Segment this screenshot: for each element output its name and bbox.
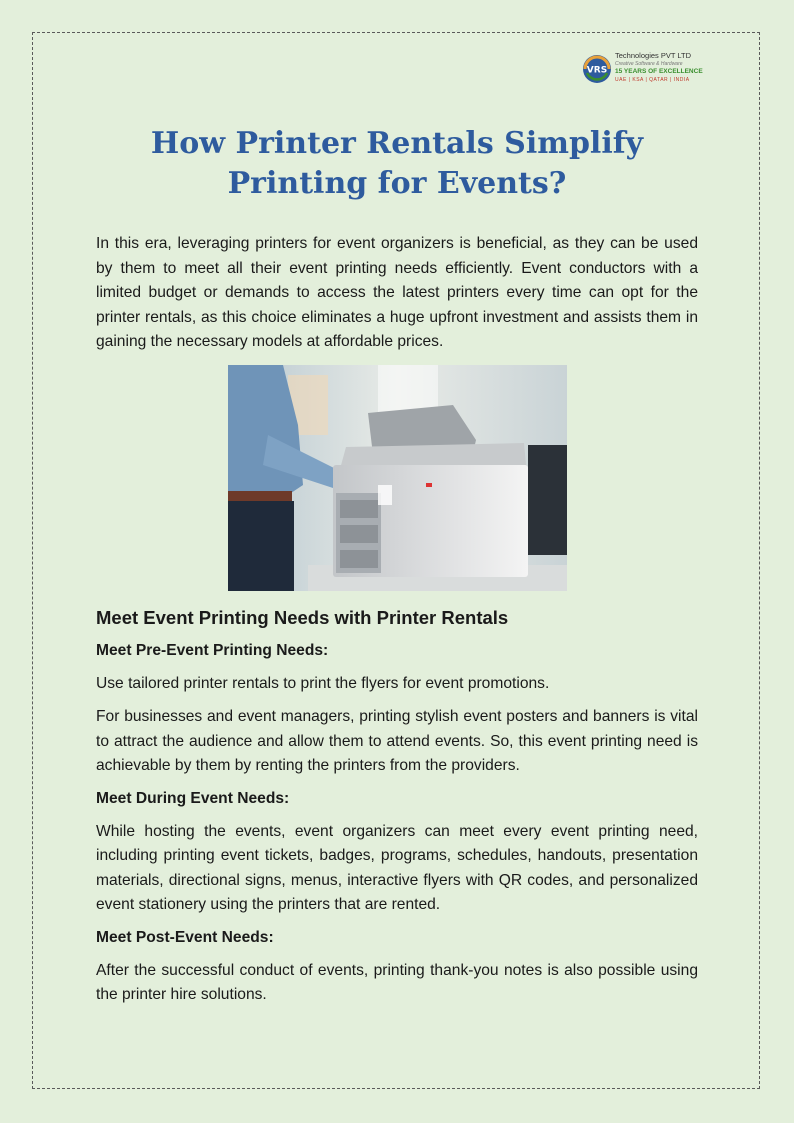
section-heading: Meet Event Printing Needs with Printer Rentals <box>96 606 509 628</box>
printer-photo <box>228 365 567 591</box>
pre-event-paragraph-2: For businesses and event managers, printing stylish event posters and banners is vital to attract the audience and allow them to attend events. So, this event printing need is achievable by them by renting the printers from the providers. <box>96 708 698 774</box>
logo-anniversary: 15 YEARS OF EXCELLENCE <box>615 68 703 75</box>
pre-event-paragraph-1: Use tailored printer rentals to print the flyers for event promotions. <box>96 674 550 692</box>
logo-initials: VRS <box>586 65 608 76</box>
article-body <box>96 232 698 1008</box>
during-event-heading: Meet During Event Needs: <box>96 789 290 807</box>
post-event-heading: Meet Post-Event Needs: <box>96 928 274 946</box>
page-title: How Printer Rentals Simplify Printing for Events? <box>150 126 644 201</box>
post-event-paragraph: After the successful conduct of events, printing thank-you notes is also possible using the printer hire solutions. <box>96 961 698 1003</box>
company-logo <box>582 52 702 86</box>
vrs-logo-icon <box>582 54 612 84</box>
logo-company-name: Technologies PVT LTD <box>615 51 692 60</box>
intro-paragraph: In this era, leveraging printers for event organizers is beneficial, as they can be used by them to meet all their event printing needs efficiently. Event conductors with a limited budget or demands to access the latest printers every time can opt for the printer rentals, as this choice eliminates a huge upfront investment and assists them in gaining the necessary models at affordable prices. <box>96 235 698 350</box>
pre-event-heading: Meet Pre-Event Printing Needs: <box>96 641 329 659</box>
during-event-paragraph: While hosting the events, event organizers can meet every event printing need, including printing event tickets, badges, programs, schedules, handouts, presentation materials, directional signs, menus, interactive flyers with QR codes, and personalized event stationery using the printers that are rented. <box>96 822 698 913</box>
logo-locations: UAE | KSA | QATAR | INDIA <box>615 77 690 83</box>
logo-tagline: Creative Software & Hardware <box>615 61 683 67</box>
